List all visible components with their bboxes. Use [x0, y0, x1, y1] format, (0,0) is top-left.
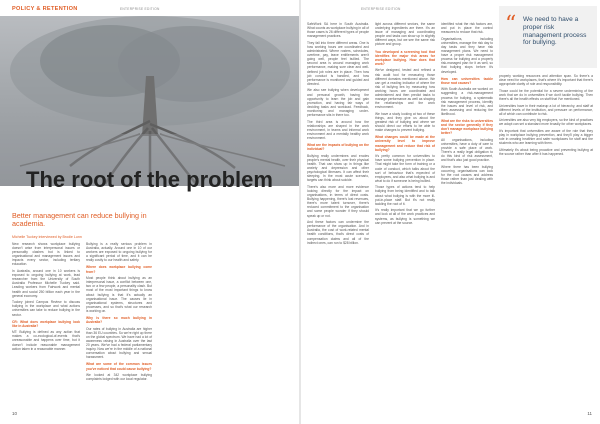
- headline: The root of the problem: [26, 167, 273, 192]
- paragraph: Where there has been bullying occurring, organisations can look for the root causes and address those rather than just dealing with the individuals.: [441, 164, 493, 186]
- byline: Michelle Tuckey interviewed by Brodie Lunn: [12, 235, 82, 239]
- paragraph: Organisations, including universities, manage the risk day to day tasks and they have risk management plans. We need to have a proper risk management process for bullying and a properly risk-managed plan for it as well, so that bullying stops before it's developed.: [441, 36, 493, 74]
- issue-label: ENTERPRISE EDITION: [361, 7, 401, 11]
- paragraph: We also see bullying when development and personal growth, having the opportunity to learn the job and gain promotion, and having fair ways of deciding tasks and workload. Feedback, monitoring and managing under-performance sits in there too.: [307, 88, 369, 117]
- paragraph: Tuckey joined Campus Review to discuss bullying in the workplace and what actions universities can take to reduce bullying in the sector.: [12, 300, 80, 317]
- paragraph: light across different sectors, the same underlying ingredients are there. It's an issue of managing and coordinating people and tasks can show up in slightly different ways, but we see the same risk picture and group.: [375, 22, 435, 47]
- paragraph: Bullying really undermines and erodes people's mental health, over their physical health. That can show up in things like anxiety and depression and other psychological illnesses. It can affect their sleeping. In the most acute scenario, targets can think about suicide.: [307, 153, 369, 183]
- right-page: [301, 0, 600, 424]
- tree-roots-illustration: [0, 16, 299, 186]
- pull-quote-text: We need to have a proper risk management process for bullying.: [523, 16, 587, 47]
- question: Why is there so much bullying in Australia?: [86, 316, 152, 325]
- paragraph: Bullying is a really serious problem in Australia, actually. Around one in 10 of our workers are exposed to ongoing bullying for a significant period of time, and it can be really costly to our health and safety.: [86, 242, 152, 263]
- paragraph: Our rates of bullying in Australia are higher than 36 EU countries. So we're right up there on the global spectrum. We have had a lot of awareness raising in Australia over the last 20 years. We've had a federal parliamentary inquiry. Now we're in the middle of a national conversation about bullying and sexual harassment.: [86, 326, 152, 360]
- article-column: [12, 242, 80, 353]
- question: CR: What does workplace bullying look like in Australia?: [12, 319, 80, 328]
- paragraph: All organisations, including universities, have a duty of care to provide a safe place of work. There's a really legal obligation to do this kind of risk assessment, and that's also just good practice.: [441, 137, 493, 163]
- running-head: POLICY & RETENTION: [12, 6, 78, 12]
- paragraph: It's pretty common for universities to have some bullying prevention in place. That might take the form of training or a code of conduct, which talks about the sort of behaviour that's expected of employees, and also what bullying is and what to do if someone is being bullied.: [375, 154, 435, 183]
- paragraph: In Australia, around one in 10 workers is exposed to ongoing bullying at work, lead researcher from the University of South Australia Professor Michelle Tuckey said. Leading workers from Fairwork and mental health and social 250 billion each year in the general economy.: [12, 269, 80, 298]
- paragraph: New research shows workplace bullying doesn't arise from interpersonal issues or personality clashes but is linked to organisational and management issues and impacts every sector, including tertiary education.: [12, 242, 80, 267]
- question: What are the impacts of bullying on the individual?: [307, 143, 369, 152]
- paragraph: And these factors can undermine the performance of the organisation. And in Australia, the cost of work-related mental health conditions, that's direct costs of compensation claims and all of the indirect ones, can run to $28 billion.: [307, 220, 369, 245]
- paragraph: The third area is around how the relationships are shaped in the work environment, in teams and informal work environment and a mentally healthy work environment.: [307, 119, 369, 140]
- paragraph: Those types of actions tend to help bullying from being identified and to talk about what bullying is with the more ill-put-in-place staff. But it's not really tackling the root of it.: [375, 185, 435, 206]
- paragraph: Those could be the potential for a severe undermining of the work that we do in universities if we don't tackle bullying. Then there's all the health effects on staff that I've mentioned.: [499, 88, 593, 101]
- question: What are some of the common issues you've noticed that could cause bullying?: [86, 362, 152, 371]
- paragraph: With South Australia we worked on suggesting a risk-management process for bullying, a systematic risk management process, identify the issues and level of risk, and then assessing and reducing the likelihood.: [441, 87, 493, 116]
- article-column: [441, 22, 493, 188]
- issue-label: ENTERPRISE EDITION: [120, 7, 160, 11]
- paragraph: identified what the risk factors are, and put in place the control measures to reduce that risk.: [441, 22, 493, 35]
- article-column: [307, 22, 369, 247]
- question: How can universities tackle those root causes?: [441, 76, 493, 85]
- article-column: [86, 242, 152, 384]
- paragraph: SafeWork SA here in South Australia. What counts as workplace bullying in all of those cases is 26 different types of people management practices.: [307, 22, 369, 39]
- article-column: [499, 74, 593, 159]
- paragraph: We've designed, tested and refined a risk audit tool for measuring those different domains mentioned above. We can get a reading indicator of where the risk of bullying lies by measuring how working hours are coordinated and administered and then predict tasks to manage performance as well as shaping the relationships and the work environment.: [375, 68, 435, 110]
- question: You developed a screening tool that identifies the major risk areas for workplace bullying. How does that work?: [375, 49, 435, 66]
- question: What are the risks to universities and the sector generally if they don't manage workplace bullying better?: [441, 118, 493, 136]
- paragraph: Universities are also very big employers, so the kind of practices we adopt can set a standard more broadly for other workplaces.: [499, 118, 593, 127]
- hero-image: [0, 16, 299, 186]
- question: Where does workplace bullying come from?: [86, 265, 152, 274]
- paragraph: They fall into three different areas. One is how working hours are coordinated and administrated. Where rosters, schedules, overtime, pay, leave entitlements aren't going well, people feel bullied. The second area is around managing work performance, making sure clear and well-defined job roles are in place. Then how job conduct is handled, and how performance is monitored and guided and directed.: [307, 40, 369, 86]
- paragraph: Most people think about bullying as an interpersonal issue, a conflict between one, two or a few people, a personality clash. But most of the most important things to know about bullying is that it's actually an organisational issue. The causes lie in organisational systems, structures and processes, and so that's what our research is working on.: [86, 276, 152, 313]
- quote-icon: “: [505, 12, 517, 37]
- paragraph: Ultimately it's about being proactive and preventing bullying at the source rather than after it has happened.: [499, 147, 593, 156]
- paragraph: MT: Bullying is defined as any action that makes a co-ecological-of-events that's unreasonable and happens over time, but it doesn't include reasonable management action taken in a reasonable manner.: [12, 330, 80, 351]
- left-page: [0, 0, 299, 424]
- paragraph: Universities have in their makeup a lot of hierarchy, and staff at different levels of the institution, and pressure on performance, all of which can contribute to risk.: [499, 103, 593, 116]
- question: What changes could be made at the university level to improve management and reduce that risk of bullying?: [375, 135, 435, 152]
- pull-quote: [499, 6, 597, 68]
- paragraph: It's important that universities are aware of the role that they play in workplace bullying prevention, and they'll play a bigger role in creating healthier and safer workplaces for staff and the students who are learning with them.: [499, 129, 593, 146]
- page-number: 10: [12, 411, 18, 416]
- deck: Better management can reduce bullying in academia.: [12, 211, 147, 229]
- article-column: [375, 22, 435, 227]
- paragraph: properly working resources and attention span. So there's a clear need for workplaces, that's where it's important that there's appropriate clarity of role and responsibility.: [499, 74, 593, 87]
- page-number: 11: [587, 411, 592, 416]
- paragraph: We have a study looking at two of these things, and they give us about the greatest risk of bullying and where we should direct our efforts to be able to make changes to prevent bullying.: [375, 111, 435, 133]
- paragraph: There's also more and more evidence looking directly for the impact on organisations, in terms of direct costs. Bullying happening, there's lost revenues, there's more talent turnover, there's reduced commitment to the organisation and some people wonder if they should speak up or not.: [307, 184, 369, 218]
- paragraph: We looked at 342 workplace bullying complaints lodged with our local regulator.: [86, 373, 152, 382]
- paragraph: It's really important that we go further and look at all of the work practices and systems, as bullying is something we can prevent at the source.: [375, 208, 435, 225]
